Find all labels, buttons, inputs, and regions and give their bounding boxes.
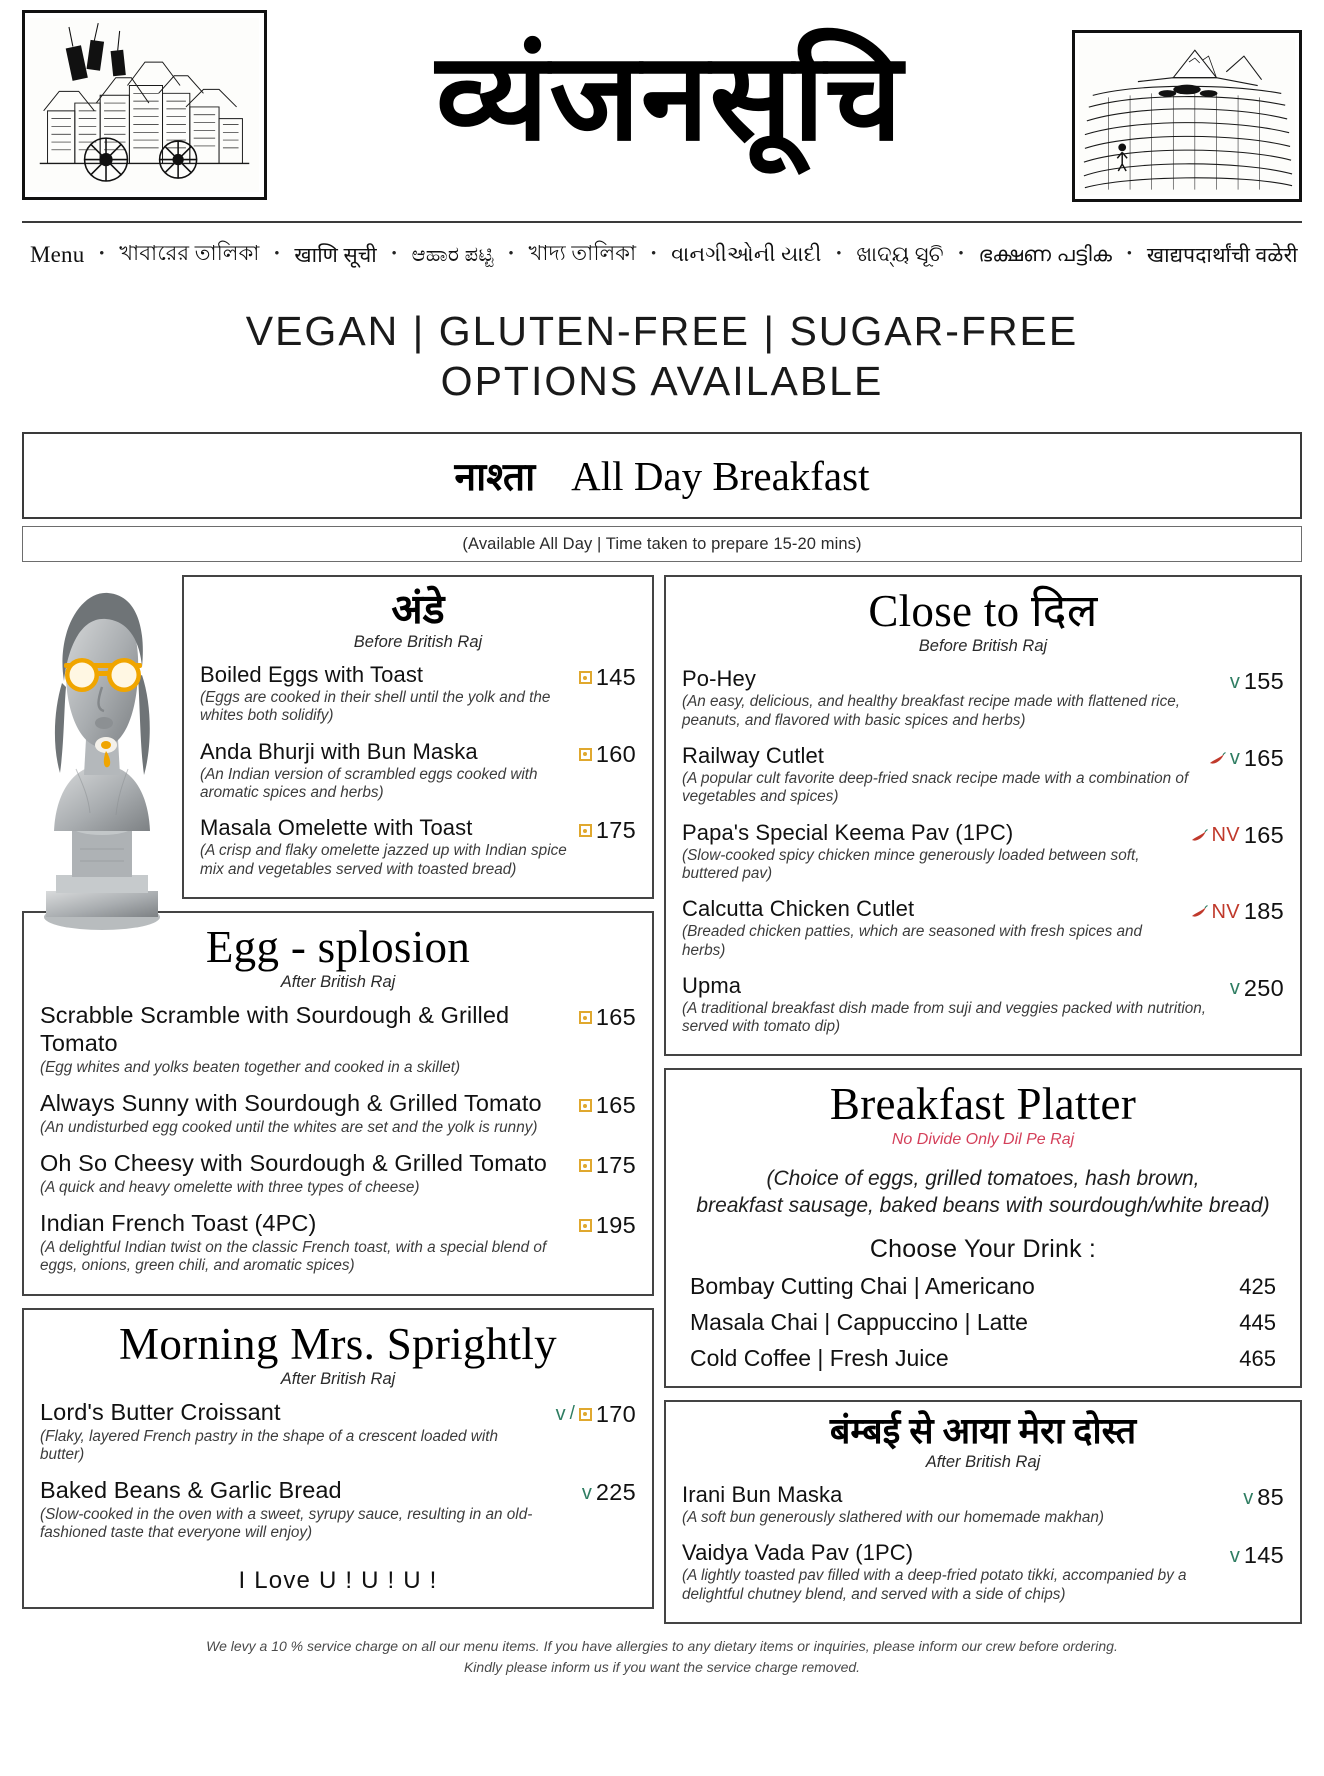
item-price-group bbox=[1230, 1540, 1284, 1569]
item-price: 145 bbox=[1243, 1542, 1284, 1569]
item-description: (A lightly toasted pav filled with a deep-fried potato tikki, accompanied by a delightful chutney blend, and served with a side of chips) bbox=[682, 1567, 1187, 1603]
item-price-group bbox=[579, 662, 636, 691]
item-price: 175 bbox=[595, 1152, 636, 1179]
card-eggsplosion-subtitle: After British Raj bbox=[280, 973, 396, 992]
bullet-separator: • bbox=[391, 246, 397, 262]
item-name: Upma bbox=[682, 972, 742, 998]
item-price-group bbox=[1208, 743, 1284, 772]
menu-item[interactable] bbox=[40, 1477, 636, 1542]
drink-name: Bombay Cutting Chai | Americano bbox=[690, 1273, 1035, 1300]
menu-item[interactable] bbox=[40, 1150, 636, 1197]
dietary-options-line-1: VEGAN | GLUTEN-FREE | SUGAR-FREE bbox=[245, 308, 1079, 354]
item-price-group bbox=[1190, 820, 1285, 849]
card-bambai-subtitle: After British Raj bbox=[925, 1453, 1041, 1472]
drink-name: Masala Chai | Cappuccino | Latte bbox=[690, 1309, 1028, 1336]
item-price: 170 bbox=[595, 1400, 636, 1427]
item-price-group bbox=[556, 1399, 636, 1428]
platter-contents-note bbox=[686, 1165, 1280, 1220]
item-price-group bbox=[579, 1002, 636, 1031]
card-sprightly-header bbox=[24, 1310, 652, 1389]
item-name: Railway Cutlet bbox=[682, 742, 825, 768]
egg-marker-icon bbox=[579, 748, 592, 761]
card-sprightly-items bbox=[24, 1389, 652, 1561]
lang-word-assamese: খাদ্য তালিকা bbox=[528, 241, 637, 265]
item-price-group bbox=[582, 1477, 636, 1506]
item-name: Calcutta Chicken Cutlet bbox=[682, 896, 915, 922]
card-sprightly-subtitle: After British Raj bbox=[280, 1369, 396, 1388]
bullet-separator: • bbox=[958, 246, 964, 262]
card-ande bbox=[182, 575, 654, 899]
item-name: Lord's Butter Croissant bbox=[40, 1398, 281, 1425]
bullet-separator: • bbox=[1126, 246, 1133, 262]
menu-item[interactable] bbox=[682, 1482, 1284, 1527]
card-bambai-title: बंम्बई से आया मेरा दोस्त bbox=[829, 1411, 1137, 1452]
slash-separator: / bbox=[569, 1403, 575, 1425]
menu-item[interactable] bbox=[200, 815, 636, 879]
card-ande-title: अंडे bbox=[391, 586, 445, 633]
item-name: Po-Hey bbox=[682, 666, 756, 692]
lang-word-menu: Menu bbox=[30, 241, 85, 267]
lang-word-malayalam: ഭക്ഷണ പട്ടിക bbox=[978, 242, 1113, 266]
item-price: 165 bbox=[1243, 744, 1284, 771]
section-banner-all-day-breakfast bbox=[22, 432, 1302, 519]
item-name: Baked Beans & Garlic Bread bbox=[40, 1477, 342, 1504]
item-name: Vaidya Vada Pav (1PC) bbox=[682, 1540, 914, 1566]
card-platter-body bbox=[666, 1149, 1300, 1387]
nonveg-marker-icon: NV bbox=[1211, 900, 1240, 923]
veg-marker-icon: v bbox=[1229, 977, 1240, 1000]
brand-title: व्यंजनसूचि bbox=[435, 31, 904, 166]
card-sprightly-title: Morning Mrs. Sprightly bbox=[119, 1318, 557, 1369]
veg-marker-icon: v bbox=[555, 1403, 566, 1426]
item-price: 165 bbox=[595, 1004, 636, 1031]
left-column bbox=[22, 575, 654, 1609]
menu-item[interactable] bbox=[200, 739, 636, 803]
drink-name: Cold Coffee | Fresh Juice bbox=[690, 1345, 949, 1372]
item-description: (Flaky, layered French pastry in the shape of a crescent loaded with butter) bbox=[40, 1427, 499, 1463]
drink-price: 445 bbox=[1239, 1310, 1276, 1336]
menu-columns bbox=[22, 575, 1302, 1624]
card-close-to-dil-items bbox=[666, 656, 1300, 1054]
card-platter-title: Breakfast Platter bbox=[829, 1079, 1137, 1130]
menu-item[interactable] bbox=[40, 1090, 636, 1137]
card-breakfast-platter bbox=[664, 1068, 1302, 1388]
drink-option[interactable] bbox=[686, 1273, 1280, 1300]
item-description: (A crisp and flaky omelette jazzed up with Indian spice mix and vegetables served with toasted bread) bbox=[200, 842, 567, 878]
menu-item[interactable] bbox=[682, 973, 1284, 1037]
egg-marker-icon bbox=[579, 1219, 592, 1232]
card-sprightly-footer-note: I Love U ! U ! U ! bbox=[238, 1566, 438, 1594]
item-description: (An undisturbed egg cooked until the whites are set and the yolk is runny) bbox=[40, 1118, 538, 1136]
item-name: Papa's Special Keema Pav (1PC) bbox=[682, 819, 1014, 845]
item-price: 185 bbox=[1243, 898, 1284, 925]
veg-marker-icon: v bbox=[581, 1481, 592, 1504]
card-bambai-se-aaya-mera-dost bbox=[664, 1400, 1302, 1624]
availability-bar bbox=[22, 526, 1302, 562]
item-name: Masala Omelette with Toast bbox=[200, 815, 473, 841]
item-description: (A soft bun generously slathered with our homemade makhan) bbox=[682, 1509, 1105, 1527]
card-bambai-items bbox=[666, 1472, 1300, 1622]
dietary-options-banner bbox=[22, 306, 1302, 406]
card-close-to-dil-header bbox=[666, 577, 1300, 656]
veg-marker-icon: v bbox=[1229, 1544, 1240, 1567]
item-price-group bbox=[1230, 666, 1284, 695]
egg-marker-icon bbox=[579, 671, 592, 684]
card-bambai-header bbox=[666, 1402, 1300, 1472]
egg-marker-icon bbox=[579, 1099, 592, 1112]
dietary-options-line-2: OPTIONS AVAILABLE bbox=[440, 358, 884, 405]
terraced-fields-engraving bbox=[1072, 30, 1302, 202]
menu-item[interactable] bbox=[682, 1540, 1284, 1604]
menu-item[interactable] bbox=[682, 896, 1284, 960]
lang-word-odia: ଖାଦ୍ୟ ସୂଚି bbox=[856, 242, 944, 266]
menu-item[interactable] bbox=[682, 820, 1284, 884]
item-price: 165 bbox=[1243, 821, 1284, 848]
drink-option[interactable] bbox=[686, 1309, 1280, 1336]
item-description: (Eggs are cooked in their shell until the yolk and the whites both solidify) bbox=[200, 689, 551, 725]
menu-item[interactable] bbox=[682, 666, 1284, 730]
menu-item[interactable] bbox=[40, 1002, 636, 1077]
menu-item[interactable] bbox=[682, 743, 1284, 807]
bust-with-sunglasses-illustration bbox=[20, 569, 180, 939]
item-name: Boiled Eggs with Toast bbox=[200, 662, 424, 688]
choose-your-drink-label: Choose Your Drink : bbox=[869, 1235, 1097, 1264]
card-ande-header bbox=[184, 577, 652, 652]
item-name: Irani Bun Maska bbox=[682, 1482, 843, 1508]
menu-item[interactable] bbox=[40, 1399, 636, 1464]
veg-marker-icon: v bbox=[1229, 747, 1240, 770]
item-price: 155 bbox=[1243, 668, 1284, 695]
availability-text: (Available All Day | Time taken to prepare 15-20 mins) bbox=[462, 534, 862, 553]
lang-word-gujarati: વાનગીઓની યાદી bbox=[671, 242, 822, 266]
item-price: 145 bbox=[595, 664, 636, 691]
chili-spicy-icon bbox=[1190, 829, 1208, 842]
bullet-separator: • bbox=[650, 246, 657, 262]
menu-item[interactable] bbox=[200, 662, 636, 726]
section-title-english: All Day Breakfast bbox=[571, 452, 870, 499]
card-platter-subtitle: No Divide Only Dil Pe Raj bbox=[891, 1130, 1075, 1148]
item-description: (Slow-cooked spicy chicken mince generously loaded between soft, buttered pav) bbox=[682, 846, 1140, 882]
item-price: 165 bbox=[595, 1092, 636, 1119]
item-description: (An Indian version of scrambled eggs cooked with aromatic spices and herbs) bbox=[200, 765, 538, 802]
platter-note-line-2: breakfast sausage, baked beans with sourdough/white bread) bbox=[696, 1194, 1270, 1218]
item-price: 250 bbox=[1243, 974, 1284, 1001]
card-ande-subtitle: Before British Raj bbox=[353, 633, 483, 652]
veg-marker-icon: v bbox=[1229, 670, 1240, 693]
footer-line-2: Kindly please inform us if you want the service charge removed. bbox=[463, 1659, 861, 1676]
item-price-group bbox=[579, 815, 636, 844]
item-price: 175 bbox=[595, 817, 636, 844]
item-price-group bbox=[1243, 1482, 1284, 1511]
item-price-group bbox=[579, 1090, 636, 1119]
drink-price: 425 bbox=[1239, 1274, 1276, 1300]
item-name: Anda Bhurji with Bun Maska bbox=[200, 738, 478, 764]
item-price-group bbox=[579, 739, 636, 768]
item-name: Indian French Toast (4PC) bbox=[40, 1210, 317, 1237]
drink-option[interactable] bbox=[686, 1345, 1280, 1372]
card-eggsplosion bbox=[22, 911, 654, 1296]
card-close-to-dil-title: Close to दिल bbox=[868, 586, 1098, 637]
menu-item[interactable] bbox=[40, 1210, 636, 1275]
nonveg-marker-icon: NV bbox=[1211, 824, 1240, 847]
item-price: 85 bbox=[1257, 1484, 1284, 1511]
card-platter-header bbox=[666, 1070, 1300, 1148]
card-close-to-dil-subtitle: Before British Raj bbox=[918, 637, 1048, 656]
card-ande-items bbox=[184, 652, 652, 897]
item-description: (Breaded chicken patties, which are seasoned with fresh spices and herbs) bbox=[682, 923, 1143, 959]
item-price-group bbox=[579, 1210, 636, 1239]
item-description: (An easy, delicious, and healthy breakfast recipe made with flattened rice, peanuts, and flavored with basic spices and herbs) bbox=[682, 693, 1180, 729]
bullet-separator: • bbox=[99, 246, 105, 262]
bullet-separator: • bbox=[274, 246, 280, 262]
item-name: Always Sunny with Sourdough & Grilled Tomato bbox=[40, 1090, 542, 1117]
item-name: Oh So Cheesy with Sourdough & Grilled Tomato bbox=[40, 1150, 547, 1177]
bullet-separator: • bbox=[508, 246, 514, 262]
lang-word-bengali: খাবারের তালিকা bbox=[119, 241, 260, 265]
footer-disclaimer bbox=[22, 1636, 1302, 1678]
item-price: 160 bbox=[595, 740, 636, 767]
footer-line-1: We levy a 10 % service charge on all our menu items. If you have allergies to any dietary items or inquiries, please inform our crew before ordering. bbox=[206, 1638, 1118, 1655]
bullet-separator: • bbox=[836, 246, 842, 262]
right-column bbox=[664, 575, 1302, 1624]
item-description: (A popular cult favorite deep-fried snack recipe made with a combination of vegetables and spices) bbox=[682, 769, 1189, 806]
drink-price: 465 bbox=[1239, 1346, 1276, 1372]
item-price-group bbox=[579, 1150, 636, 1179]
egg-marker-icon bbox=[579, 824, 592, 837]
card-eggsplosion-title: Egg - splosion bbox=[205, 922, 471, 972]
item-price: 225 bbox=[595, 1479, 636, 1506]
temple-chariot-engraving bbox=[22, 10, 267, 200]
item-price-group bbox=[1230, 973, 1284, 1002]
item-description: (A traditional breakfast dish made from suji and veggies packed with nutrition, served with tomato dip) bbox=[682, 999, 1207, 1036]
item-description: (A quick and heavy omelette with three types of cheese) bbox=[40, 1178, 420, 1196]
card-morning-mrs-sprightly bbox=[22, 1308, 654, 1609]
item-price-group bbox=[1190, 896, 1285, 925]
lang-word-kannada: ಆಹಾರ ಪಟ್ಟಿ bbox=[411, 242, 494, 266]
card-close-to-dil bbox=[664, 575, 1302, 1056]
item-description: (Egg whites and yolks beaten together and cooked in a skillet) bbox=[40, 1058, 461, 1076]
section-title-devanagari: नाश्ता bbox=[454, 456, 536, 500]
egg-marker-icon bbox=[579, 1011, 592, 1024]
item-price: 195 bbox=[595, 1212, 636, 1239]
card-eggsplosion-items bbox=[24, 992, 652, 1293]
lang-word-konkani: खाद्यपदार्थांची वळेरी bbox=[1146, 242, 1298, 267]
egg-marker-icon bbox=[579, 1408, 592, 1421]
item-description: (Slow-cooked in the oven with a sweet, syrupy sauce, resulting in an old-fashioned taste that everyone will enjoy) bbox=[40, 1505, 533, 1542]
chili-spicy-icon bbox=[1190, 905, 1208, 918]
chili-spicy-icon bbox=[1208, 752, 1226, 765]
veg-marker-icon: v bbox=[1243, 1486, 1254, 1509]
masthead bbox=[22, 0, 1302, 215]
multilingual-menu-line bbox=[22, 223, 1302, 282]
item-description: (A delightful Indian twist on the classic French toast, with a special blend of eggs, onions, green chili, and aromatic spices) bbox=[40, 1238, 547, 1275]
platter-note-line-1: (Choice of eggs, grilled tomatoes, hash brown, bbox=[766, 1166, 1200, 1190]
egg-marker-icon bbox=[579, 1159, 592, 1172]
item-name: Scrabble Scramble with Sourdough & Grilled Tomato bbox=[40, 1002, 510, 1056]
lang-word-marathi: खाणि सूची bbox=[294, 242, 377, 267]
